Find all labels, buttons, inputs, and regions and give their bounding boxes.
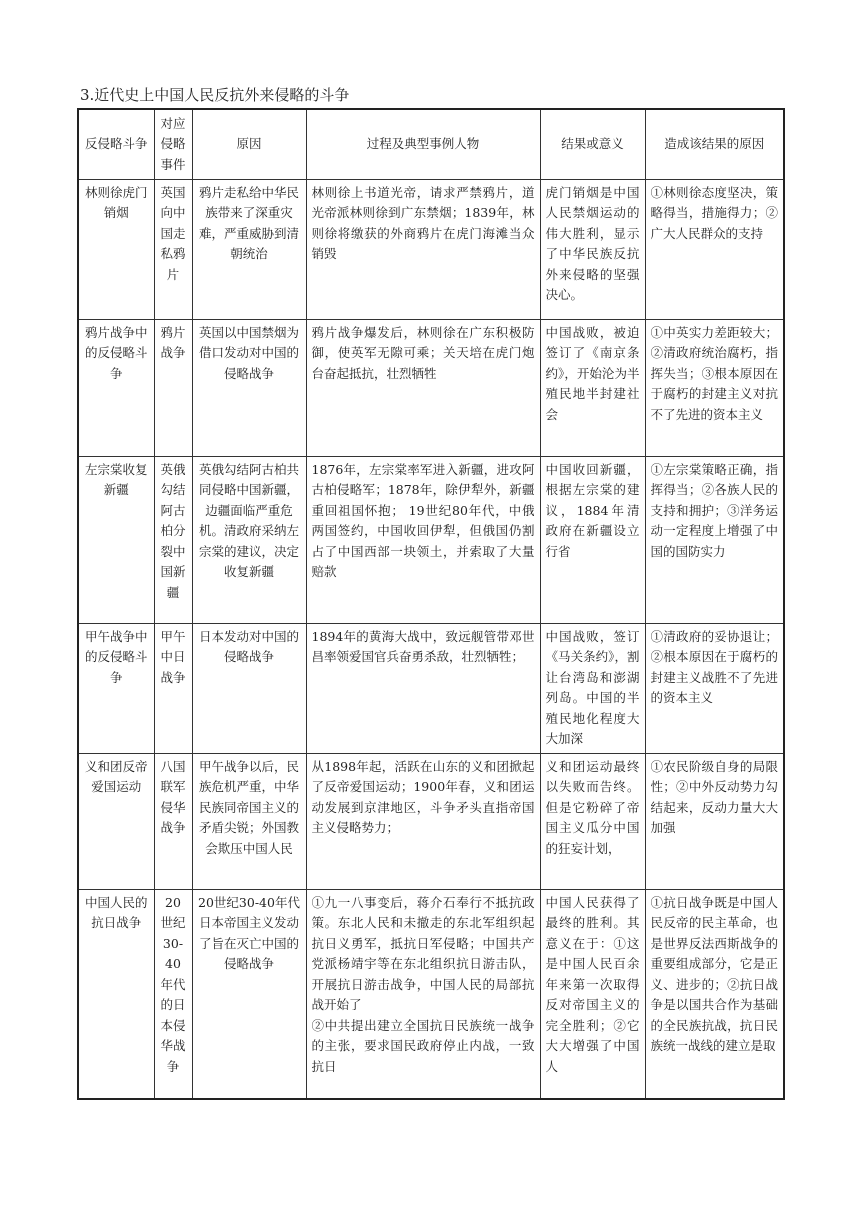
table-row: [78, 753, 784, 889]
process-cell: ①九一八事变后，蒋介石奉行不抵抗政策。东北人民和未撤走的东北军组织起抗日义勇军，抵抗日军侵略；中国共产党派杨靖宇等在东北组织抗日游击队，开展抗日游击战争，中国人民的局部抗战开始了 ②中共提出建立全国抗日民族统一战争的主张，要求国民政府停止内战，一致抗日: [306, 889, 540, 1099]
section-title: 3.近代史上中国人民反抗外来侵略的斗争: [80, 86, 350, 104]
header-process: 过程及典型事例人物: [306, 109, 540, 179]
cause-cell: 日本发动对中国的侵略战争: [192, 623, 306, 753]
process-cell: 林则徐上书道光帝，请求严禁鸦片，道光帝派林则徐到广东禁烟；1839年，林则徐将缴获的外商鸦片在虎门海滩当众销毁: [306, 179, 540, 319]
header-struggle: 反侵略斗争: [78, 109, 154, 179]
result-cell: 义和团运动最终以失败而告终。但是它粉碎了帝国主义瓜分中国的狂妄计划，: [540, 753, 645, 889]
result-cell: 中国战败，签订《马关条约》，割让台湾岛和澎湖列岛。中国的半殖民地化程度大大加深: [540, 623, 645, 753]
event-cell: 20世纪30-40年代的日本侵华战争: [154, 889, 192, 1099]
reason-cell: ①清政府的妥协退让；②根本原因在于腐朽的封建主义战胜不了先进的资本主义: [645, 623, 784, 753]
result-cell: 虎门销烟是中国人民禁烟运动的伟大胜利，显示了中华民族反抗外来侵略的坚强决心。: [540, 179, 645, 319]
header-row: [78, 109, 784, 179]
struggle-cell: 林则徐虎门销烟: [78, 179, 154, 319]
result-cell: 中国战败，被迫签订了《南京条约》，开始沦为半殖民地半封建社会: [540, 319, 645, 456]
process-cell: 从1898年起，活跃在山东的义和团掀起了反帝爱国运动；1900年春，义和团运动发展到京津地区，斗争矛头直指帝国主义侵略势力；: [306, 753, 540, 889]
cause-cell: 鸦片走私给中华民族带来了深重灾难，严重威胁到清朝统治: [192, 179, 306, 319]
struggle-cell: 义和团反帝爱国运动: [78, 753, 154, 889]
struggle-cell: 鸦片战争中的反侵略斗争: [78, 319, 154, 456]
struggle-table: [77, 108, 785, 1100]
process-cell: 1894年的黄海大战中，致远舰管带邓世昌率领爱国官兵奋勇杀敌，壮烈牺牲；: [306, 623, 540, 753]
event-cell: 鸦片战争: [154, 319, 192, 456]
struggle-cell: 甲午战争中的反侵略斗争: [78, 623, 154, 753]
cause-cell: 英俄勾结阿古柏共同侵略中国新疆，边疆面临严重危机。清政府采纳左宗棠的建议，决定收复新疆: [192, 456, 306, 623]
header-cause: 原因: [192, 109, 306, 179]
cause-cell: 英国以中国禁烟为借口发动对中国的侵略战争: [192, 319, 306, 456]
event-cell: 甲午中日战争: [154, 623, 192, 753]
reason-cell: ①林则徐态度坚决，策略得当，措施得力；②广大人民群众的支持: [645, 179, 784, 319]
process-cell: 鸦片战争爆发后，林则徐在广东积极防御，使英军无隙可乘；关天培在虎门炮台奋起抵抗，壮烈牺牲: [306, 319, 540, 456]
event-cell: 英国向中国走私鸦片: [154, 179, 192, 319]
result-cell: 中国收回新疆，根据左宗棠的建议，1884年清政府在新疆设立行省: [540, 456, 645, 623]
table-row: [78, 889, 784, 1099]
header-event: 对应侵略事件: [154, 109, 192, 179]
event-cell: 英俄勾结阿古柏分裂中国新疆: [154, 456, 192, 623]
reason-cell: ①左宗棠策略正确，指挥得当；②各族人民的支持和拥护；③洋务运动一定程度上增强了中国的国防实力: [645, 456, 784, 623]
reason-cell: ①中英实力差距较大；②清政府统治腐朽，指挥失当；③根本原因在于腐朽的封建主义对抗不了先进的资本主义: [645, 319, 784, 456]
reason-cell: ①农民阶级自身的局限性；②中外反动势力勾结起来，反动力量大大加强: [645, 753, 784, 889]
header-result: 结果或意义: [540, 109, 645, 179]
table-row: [78, 456, 784, 623]
reason-cell: ①抗日战争既是中国人民反帝的民主革命，也是世界反法西斯战争的重要组成部分，它是正义、进步的；②抗日战争是以国共合作为基础的全民族抗战，抗日民族统一战线的建立是取: [645, 889, 784, 1099]
struggle-cell: 左宗棠收复新疆: [78, 456, 154, 623]
cause-cell: 20世纪30-40年代日本帝国主义发动了旨在灭亡中国的侵略战争: [192, 889, 306, 1099]
header-reason: 造成该结果的原因: [645, 109, 784, 179]
event-cell: 八国联军侵华战争: [154, 753, 192, 889]
process-cell: 1876年，左宗棠率军进入新疆，进攻阿古柏侵略军；1878年，除伊犁外，新疆重回祖国怀抱； 19世纪80年代，中俄两国签约，中国收回伊犁，但俄国仍割占了中国西部一块领土，并索取了大量赔款: [306, 456, 540, 623]
result-cell: 中国人民获得了最终的胜利。其意义在于：①这是中国人民百余年来第一次取得反对帝国主义的完全胜利；②它大大增强了中国人: [540, 889, 645, 1099]
cause-cell: 甲午战争以后，民族危机严重，中华民族同帝国主义的矛盾尖锐；外国教会欺压中国人民: [192, 753, 306, 889]
table-row: [78, 319, 784, 456]
struggle-cell: 中国人民的抗日战争: [78, 889, 154, 1099]
table-row: [78, 623, 784, 753]
table-row: [78, 179, 784, 319]
